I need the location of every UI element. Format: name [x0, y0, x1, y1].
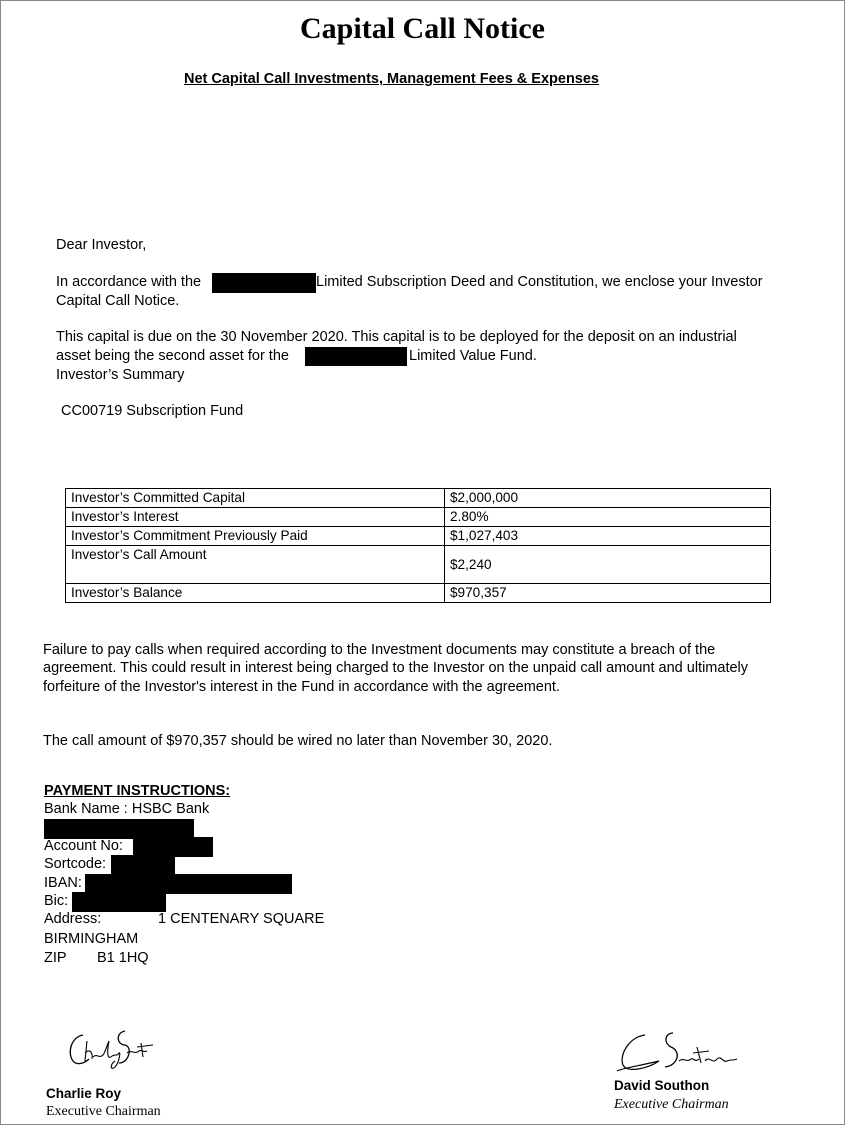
summary-heading: Investor’s Summary [56, 367, 185, 383]
redaction-sortcode [111, 855, 175, 875]
greeting: Dear Investor, [56, 237, 147, 253]
iban-label: IBAN: [44, 875, 82, 891]
row-label: Investor’s Committed Capital [66, 489, 445, 508]
para1-start: In accordance with the [56, 274, 202, 290]
failure-notice-line3: forfeiture of the Investor's interest in the Fund in accordance with the agreement. [43, 679, 560, 695]
para2-line2-start: asset being the second asset for the [56, 348, 289, 364]
row-label: Investor’s Commitment Previously Paid [66, 527, 445, 546]
para1-end: Limited Subscription Deed and Constitution, we enclose your Investor [316, 274, 763, 290]
signatory-name-left: Charlie Roy [46, 1086, 122, 1101]
signatory-title-right: Executive Chairman [614, 1097, 729, 1112]
address-label: Address: [44, 911, 102, 927]
bank-name: Bank Name : HSBC Bank [44, 801, 210, 817]
row-value: $970,357 [445, 584, 771, 603]
redaction-iban [85, 874, 292, 894]
table-row [66, 584, 771, 603]
signatory-name-right: David Southon [614, 1078, 710, 1093]
row-label: Investor’s Balance [66, 584, 445, 603]
address-city: BIRMINGHAM [44, 931, 139, 947]
table-row [66, 527, 771, 546]
para2-line2-end: Limited Value Fund. [409, 348, 537, 364]
document-title: Capital Call Notice [300, 12, 545, 45]
signature-charlie-roy [63, 1023, 163, 1073]
redaction-account-number [133, 837, 213, 857]
table-row [66, 489, 771, 508]
redaction-fund-name-1 [212, 273, 316, 293]
signatory-title-left: Executive Chairman [46, 1104, 161, 1119]
redaction-bic [72, 892, 166, 912]
redaction-account-name [44, 819, 194, 839]
table-row [66, 508, 771, 527]
row-value: $2,000,000 [445, 489, 771, 508]
bic-label: Bic: [44, 893, 69, 909]
payment-instructions-heading: PAYMENT INSTRUCTIONS: [44, 783, 231, 799]
failure-notice-line1: Failure to pay calls when required according to the Investment documents may constitute a breach of the [43, 642, 716, 658]
fund-reference: CC00719 Subscription Fund [61, 403, 244, 419]
table-row [66, 546, 771, 584]
address-line1: 1 CENTENARY SQUARE [158, 911, 325, 927]
document-subtitle: Net Capital Call Investments, Management Fees & Expenses [184, 71, 599, 87]
row-value: $1,027,403 [445, 527, 771, 546]
redaction-fund-name-2 [305, 347, 407, 366]
row-label: Investor’s Interest [66, 508, 445, 527]
row-label: Investor’s Call Amount [66, 546, 445, 584]
signature-david-southon [613, 1025, 743, 1077]
sortcode-label: Sortcode: [44, 856, 107, 872]
row-value: 2.80% [445, 508, 771, 527]
wire-deadline: The call amount of $970,357 should be wired no later than November 30, 2020. [43, 733, 553, 749]
investor-summary-table [65, 488, 771, 603]
zip-value: B1 1HQ [97, 950, 149, 966]
para2-line1: This capital is due on the 30 November 2020. This capital is to be deployed for the deposit on an industrial [56, 329, 737, 345]
account-number-label: Account No: [44, 838, 123, 854]
row-value: $2,240 [445, 546, 771, 584]
zip-label: ZIP [44, 950, 67, 966]
para1-line2: Capital Call Notice. [56, 293, 180, 309]
failure-notice-line2: agreement. This could result in interest being charged to the Investor on the unpaid call amount and ultimately [43, 660, 749, 676]
